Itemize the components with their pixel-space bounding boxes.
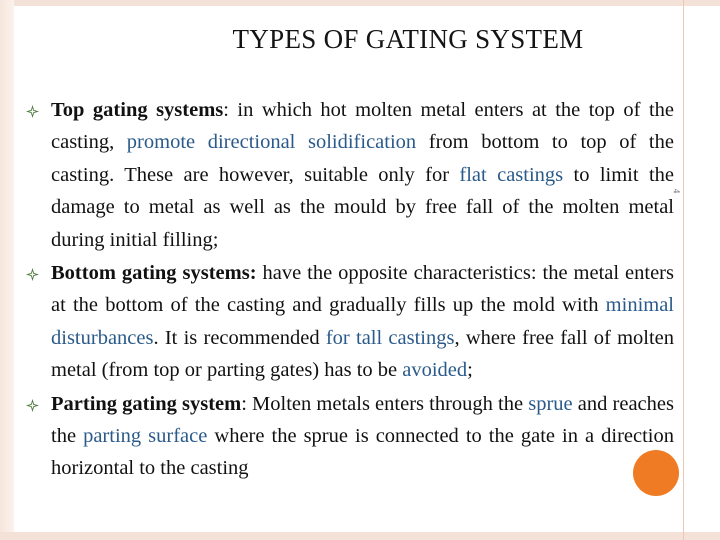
bullet-highlight: flat castings	[459, 163, 564, 186]
bullet-list	[26, 94, 674, 485]
bullet-text: to limit the damage to metal as well as the mould by free fall of the molten metal during initial filling;	[51, 163, 674, 251]
bullet-term: Bottom gating systems:	[51, 262, 257, 285]
bullet-text: from bottom to top of the casting. These are however, suitable only for	[51, 131, 674, 186]
bullet-top-gating	[26, 94, 674, 256]
bullet-text: . It is recommended	[153, 326, 326, 349]
diamond-bullet-icon	[26, 105, 39, 118]
bullet-bottom-gating	[26, 257, 674, 387]
slide-border-left	[0, 0, 14, 540]
slide-border-bottom	[0, 532, 720, 540]
bullet-text: , where free fall of molten metal (from top or parting gates) has to be	[51, 326, 675, 382]
diamond-bullet-icon	[26, 399, 39, 412]
bullet-term: Top gating systems	[51, 99, 224, 121]
bullet-text: ;	[467, 359, 473, 382]
bullet-text: : in which hot molten metal enters at the top of the casting,	[51, 99, 674, 154]
bullet-text: where the sprue is connected to the gate in a direction horizontal to the casting	[51, 425, 674, 480]
bullet-highlight: promote directional solidification	[126, 131, 417, 154]
bullet-highlight: for tall castings	[325, 326, 455, 349]
slide-right-rule	[683, 0, 684, 540]
page-number: 4	[671, 188, 682, 194]
bullet-highlight: sprue	[528, 392, 573, 415]
slide-border-top	[0, 0, 720, 6]
slide-title: TYPES OF GATING SYSTEM	[232, 24, 584, 54]
bullet-text: have the opposite characteristics: the metal enters at the bottom of the casting and gradually fills up the mold with	[51, 262, 674, 317]
diamond-bullet-icon	[26, 268, 39, 281]
bullet-highlight: avoided	[402, 359, 468, 382]
bullet-text: : Molten metals enters through the	[241, 392, 529, 415]
bullet-highlight: parting surface	[83, 425, 208, 448]
bullet-text: and reaches the	[51, 392, 674, 448]
bullet-highlight: minimal disturbances	[51, 294, 674, 349]
bullet-term: Parting gating system	[51, 392, 242, 415]
bullet-parting-gating	[26, 388, 674, 485]
